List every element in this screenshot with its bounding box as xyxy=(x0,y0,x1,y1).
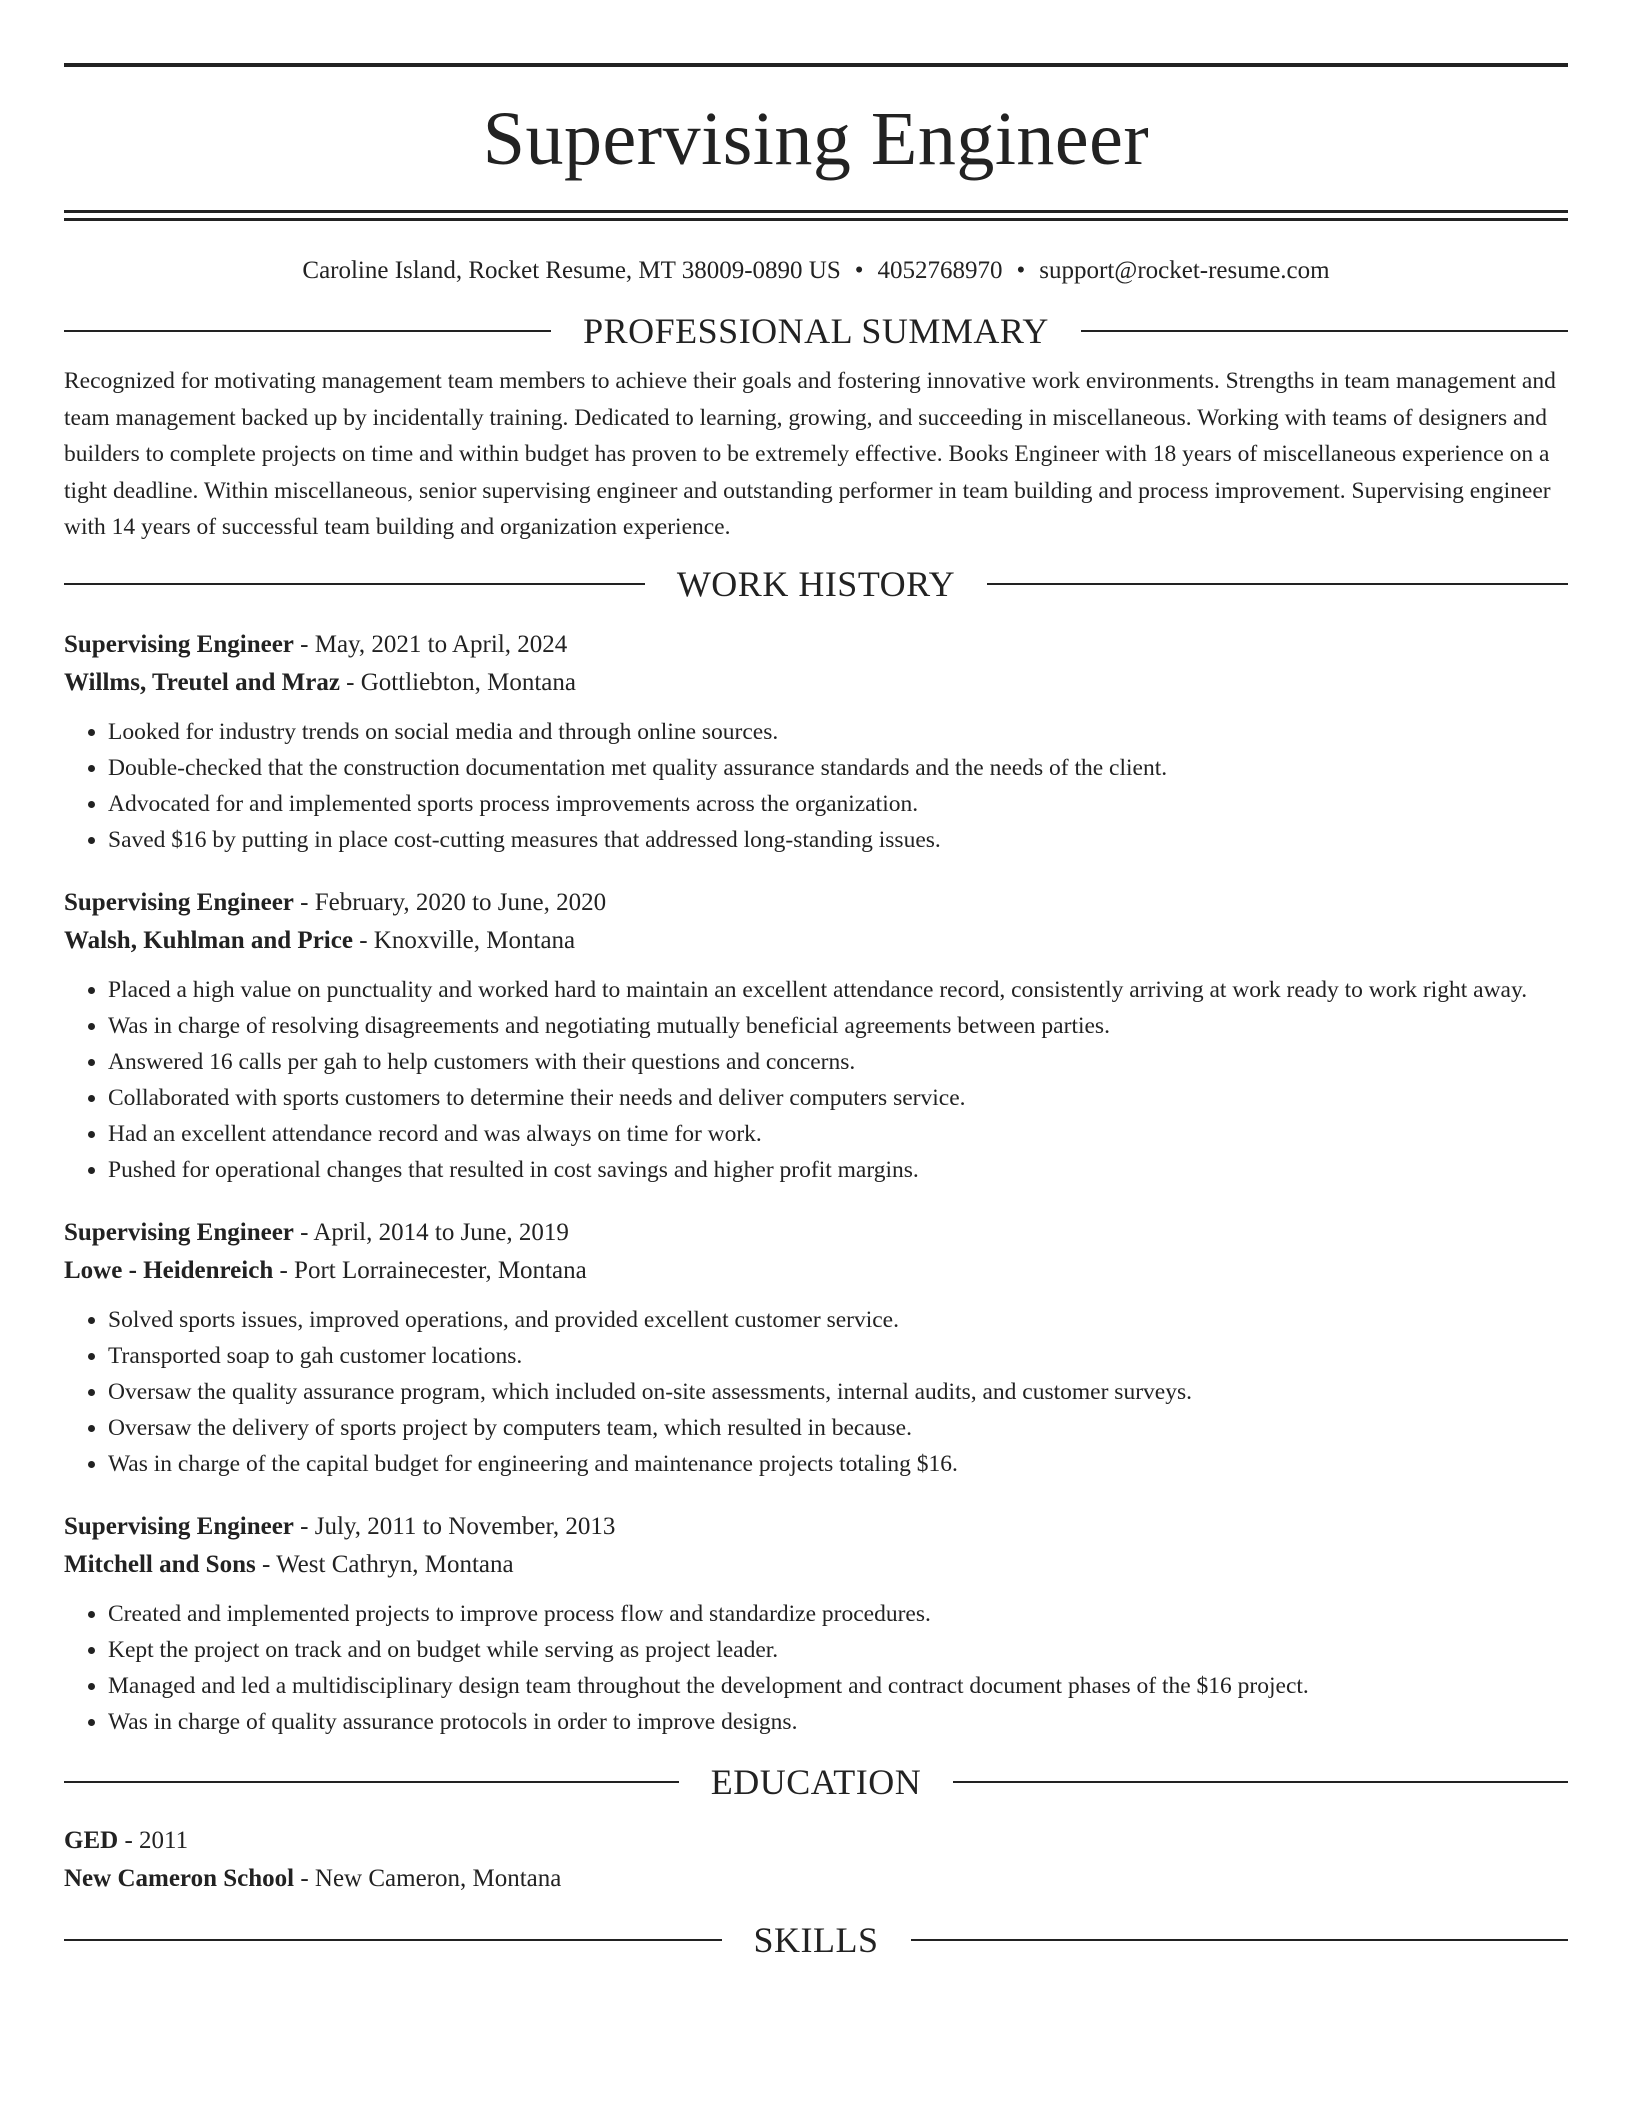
contact-line xyxy=(64,255,1568,287)
education-year: - 2011 xyxy=(118,1826,189,1854)
summary-section-heading xyxy=(64,309,1568,353)
job-company: Walsh, Kuhlman and Price xyxy=(64,926,353,954)
work-section-heading xyxy=(64,562,1568,606)
job-bullet: • Saved $16 by putting in place cost-cutting measures that addressed long-standing issues. xyxy=(108,822,1568,858)
job-bullets xyxy=(64,714,1568,858)
heading-rule xyxy=(987,583,1568,585)
job-title: Supervising Engineer xyxy=(64,1512,294,1540)
job-bullet: • Created and implemented projects to improve process flow and standardize procedures. xyxy=(108,1596,1568,1632)
education-location: - New Cameron, Montana xyxy=(294,1864,562,1892)
contact-phone: 4052768970 xyxy=(877,257,1003,284)
job-bullet: • Solved sports issues, improved operations, and provided excellent customer service. xyxy=(108,1302,1568,1338)
education-degree: GED xyxy=(64,1826,119,1854)
job-bullet: • Advocated for and implemented sports process improvements across the organization. xyxy=(108,786,1568,822)
job-bullet: • Oversaw the delivery of sports project by computers team, which resulted in because. xyxy=(108,1410,1568,1446)
heading-rule xyxy=(911,1939,1569,1941)
education-section-heading xyxy=(64,1760,1568,1804)
job-title-line xyxy=(64,1508,1568,1546)
job-bullet: • Kept the project on track and on budget while serving as project leader. xyxy=(108,1632,1568,1668)
job-bullet: • Double-checked that the construction documentation met quality assurance standards and the needs of the client. xyxy=(108,750,1568,786)
job-company: Mitchell and Sons xyxy=(64,1550,256,1578)
job-dates: - July, 2011 to November, 2013 xyxy=(293,1512,616,1540)
contact-separator: • xyxy=(1016,257,1026,284)
job-bullet: • Placed a high value on punctuality and worked hard to maintain an excellent attendance record, consistently arriving at work ready to work right away. xyxy=(108,972,1568,1008)
job-location: - Gottliebton, Montana xyxy=(339,668,576,696)
job-title: Supervising Engineer xyxy=(64,888,294,916)
job-bullet: • Pushed for operational changes that resulted in cost savings and higher profit margins. xyxy=(108,1152,1568,1188)
heading-rule xyxy=(1081,330,1568,332)
double-rule xyxy=(64,210,1568,221)
section-title: SKILLS xyxy=(753,1919,879,1960)
education-entry xyxy=(64,1822,1568,1898)
job-bullets xyxy=(64,1596,1568,1740)
job-company: Willms, Treutel and Mraz xyxy=(64,668,340,696)
heading-rule xyxy=(64,1781,679,1783)
job-bullet: • Answered 16 calls per gah to help customers with their questions and concerns. xyxy=(108,1044,1568,1080)
job-location: - Port Lorrainecester, Montana xyxy=(273,1256,587,1284)
job-company: Lowe - Heidenreich xyxy=(64,1256,274,1284)
job-title-line xyxy=(64,1214,1568,1252)
job-bullet: • Was in charge of resolving disagreements and negotiating mutually beneficial agreements between parties. xyxy=(108,1008,1568,1044)
job-entry xyxy=(64,1214,1568,1482)
job-entry xyxy=(64,626,1568,858)
job-bullet: • Managed and led a multidisciplinary design team throughout the development and contract document phases of the $16 project. xyxy=(108,1668,1568,1704)
job-bullet: • Collaborated with sports customers to determine their needs and deliver computers service. xyxy=(108,1080,1568,1116)
job-dates: - February, 2020 to June, 2020 xyxy=(293,888,607,916)
job-dates: - April, 2014 to June, 2019 xyxy=(293,1218,569,1246)
heading-rule xyxy=(953,1781,1568,1783)
resume-title: Supervising Engineer xyxy=(482,97,1150,181)
job-dates: - May, 2021 to April, 2024 xyxy=(293,630,568,658)
section-title: PROFESSIONAL SUMMARY xyxy=(583,311,1049,351)
job-title-line xyxy=(64,626,1568,664)
heading-rule xyxy=(64,1939,722,1941)
job-company-line xyxy=(64,1252,1568,1290)
job-bullet: • Transported soap to gah customer locations. xyxy=(108,1338,1568,1374)
heading-rule xyxy=(64,583,645,585)
job-company-line xyxy=(64,664,1568,702)
job-location: - West Cathryn, Montana xyxy=(255,1550,514,1578)
section-title: EDUCATION xyxy=(710,1761,922,1802)
education-school: New Cameron School xyxy=(64,1864,295,1892)
job-entry xyxy=(64,884,1568,1188)
job-title-line xyxy=(64,884,1568,922)
section-title: WORK HISTORY xyxy=(676,563,956,604)
job-bullet: • Oversaw the quality assurance program, which included on-site assessments, internal audits, and customer surveys. xyxy=(108,1374,1568,1410)
job-title: Supervising Engineer xyxy=(64,1218,294,1246)
job-company-line xyxy=(64,922,1568,960)
education-degree-line xyxy=(64,1822,1568,1860)
resume-page xyxy=(64,0,1568,1962)
job-bullets xyxy=(64,972,1568,1188)
job-bullets xyxy=(64,1302,1568,1482)
contact-email: support@rocket-resume.com xyxy=(1039,257,1330,284)
skills-section-heading xyxy=(64,1918,1568,1962)
job-title: Supervising Engineer xyxy=(64,630,294,658)
job-entry xyxy=(64,1508,1568,1740)
job-bullet: • Had an excellent attendance record and was always on time for work. xyxy=(108,1116,1568,1152)
education-school-line xyxy=(64,1860,1568,1898)
contact-separator: • xyxy=(854,257,864,284)
contact-address: Caroline Island, Rocket Resume, MT 38009-0890 US xyxy=(302,257,841,284)
top-rule xyxy=(64,63,1568,67)
job-bullet: • Was in charge of the capital budget for engineering and maintenance projects totaling $16. xyxy=(108,1446,1568,1482)
work-history-list xyxy=(64,626,1568,1740)
job-bullet: • Looked for industry trends on social media and through online sources. xyxy=(108,714,1568,750)
summary-text: Recognized for motivating management team members to achieve their goals and fostering innovative work environments. Strengths in team management and team management backed up by incidentally training. Dedicated to learning, growing, and succeeding in miscellaneous. Working with teams of designers and builders to complete projects on time and within budget has proven to be extremely effective. Books Engineer with 18 years of miscellaneous experience on a tight deadline. Within miscellaneous, senior supervising engineer and outstanding performer in team building and process improvement. Supervising engineer with 14 years of successful team building and organization experience. xyxy=(64,368,1556,540)
job-location: - Knoxville, Montana xyxy=(352,926,576,954)
heading-rule xyxy=(64,330,551,332)
job-bullet: • Was in charge of quality assurance protocols in order to improve designs. xyxy=(108,1704,1568,1740)
job-company-line xyxy=(64,1546,1568,1584)
